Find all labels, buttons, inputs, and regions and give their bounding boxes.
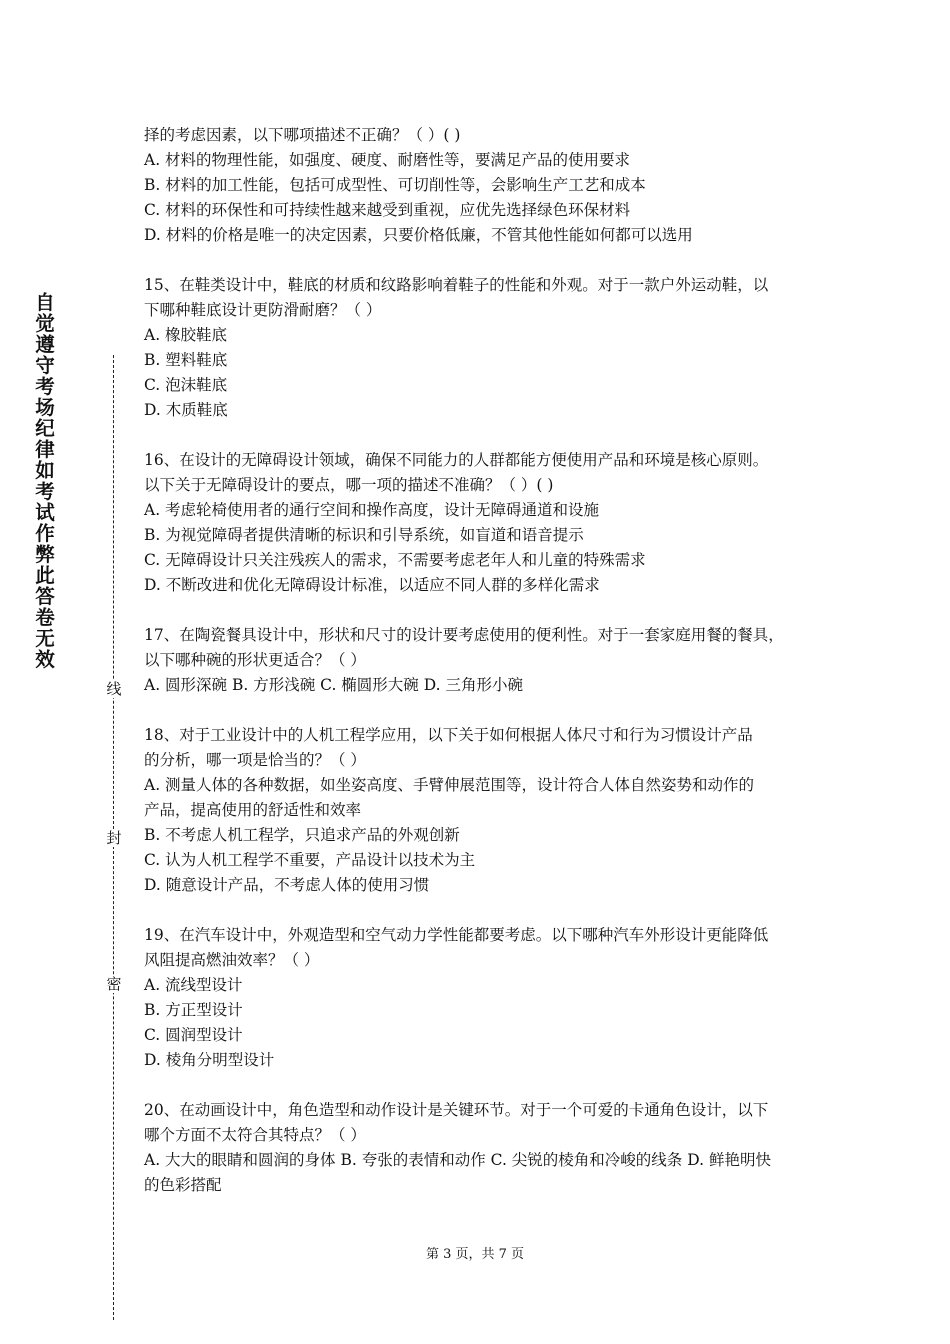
- question-list: [144, 123, 820, 1223]
- question-20: [144, 1098, 820, 1198]
- question-16: [144, 448, 820, 598]
- question-19: [144, 923, 820, 1073]
- option-c: C. 圆润型设计: [144, 1026, 243, 1044]
- option-a: A. 流线型设计: [144, 976, 243, 994]
- question-stem: 下哪种鞋底设计更防滑耐磨？（ ）: [144, 301, 382, 319]
- option-d: D. 材料的价格是唯一的决定因素，只要价格低廉，不管其他性能如何都可以选用: [144, 226, 693, 244]
- option-a: A. 橡胶鞋底: [144, 326, 228, 344]
- option-d: D. 不断改进和优化无障碍设计标准，以适应不同人群的多样化需求: [144, 576, 600, 594]
- question-stem: 的分析，哪一项是恰当的？（ ）: [144, 751, 366, 769]
- question-stem: 择的考虑因素，以下哪项描述不正确？（ ）( ): [144, 126, 461, 144]
- option-b: B. 塑料鞋底: [144, 351, 228, 369]
- option-c: C. 认为人机工程学不重要，产品设计以技术为主: [144, 851, 476, 869]
- question-stem: 20、在动画设计中，角色造型和动作设计是关键环节。对于一个可爱的卡通角色设计，以下: [144, 1101, 769, 1119]
- option-c: C. 泡沫鞋底: [144, 376, 228, 394]
- option-d: D. 棱角分明型设计: [144, 1051, 275, 1069]
- question-stem: 风阻提高燃油效率？（ ）: [144, 951, 320, 969]
- option-b: B. 为视觉障碍者提供清晰的标识和引导系统，如盲道和语音提示: [144, 526, 584, 544]
- option-a: A. 材料的物理性能，如强度、硬度、耐磨性等，要满足产品的使用要求: [144, 151, 631, 169]
- question-14-continued: [144, 123, 820, 248]
- question-stem: 15、在鞋类设计中，鞋底的材质和纹路影响着鞋子的性能和外观。对于一款户外运动鞋，以: [144, 276, 769, 294]
- option-c: C. 无障碍设计只关注残疾人的需求，不需要考虑老年人和儿童的特殊需求: [144, 551, 646, 569]
- seal-mark-secret: 密: [106, 975, 122, 993]
- seal-mark-seal: 封: [106, 829, 122, 847]
- options-inline-continued: 的色彩搭配: [144, 1176, 222, 1194]
- question-stem: 哪个方面不太符合其特点？（ ）: [144, 1126, 366, 1144]
- question-stem: 以下关于无障碍设计的要点，哪一项的描述不准确？（ ）( ): [144, 476, 554, 494]
- option-c: C. 材料的环保性和可持续性越来越受到重视，应优先选择绿色环保材料: [144, 201, 631, 219]
- question-stem: 18、对于工业设计中的人机工程学应用，以下关于如何根据人体尺寸和行为习惯设计产品: [144, 726, 753, 744]
- option-d: D. 木质鞋底: [144, 401, 228, 419]
- question-15: [144, 273, 820, 423]
- question-17: [144, 623, 820, 698]
- question-stem: 19、在汽车设计中，外观造型和空气动力学性能都要考虑。以下哪种汽车外形设计更能降低: [144, 926, 769, 944]
- question-stem: 17、在陶瓷餐具设计中，形状和尺寸的设计要考虑使用的便利性。对于一套家庭用餐的餐具，: [144, 626, 784, 644]
- options-inline: A. 圆形深碗 B. 方形浅碗 C. 椭圆形大碗 D. 三角形小碗: [144, 676, 523, 694]
- option-a-continued: 产品，提高使用的舒适性和效率: [144, 801, 362, 819]
- options-inline: A. 大大的眼睛和圆润的身体 B. 夸张的表情和动作 C. 尖锐的棱角和冷峻的线条 D. 鲜艳明快: [144, 1151, 771, 1169]
- page-number: 第 3 页，共 7 页: [425, 1247, 525, 1262]
- option-b: B. 方正型设计: [144, 1001, 243, 1019]
- option-a: A. 测量人体的各种数据，如坐姿高度、手臂伸展范围等，设计符合人体自然姿势和动作的: [144, 776, 755, 794]
- seal-mark-line: 线: [106, 680, 122, 698]
- option-a: A. 考虑轮椅使用者的通行空间和操作高度，设计无障碍通道和设施: [144, 501, 600, 519]
- option-b: B. 材料的加工性能，包括可成型性、可切削性等，会影响生产工艺和成本: [144, 176, 646, 194]
- question-stem: 16、在设计的无障碍设计领域，确保不同能力的人群都能方便使用产品和环境是核心原则。: [144, 451, 769, 469]
- binding-notice: 自觉遵守考场纪律如考试作弊此答卷无效: [35, 291, 55, 671]
- option-d: D. 随意设计产品，不考虑人体的使用习惯: [144, 876, 430, 894]
- question-stem: 以下哪种碗的形状更适合？（ ）: [144, 651, 366, 669]
- option-b: B. 不考虑人机工程学，只追求产品的外观创新: [144, 826, 460, 844]
- question-18: [144, 723, 820, 898]
